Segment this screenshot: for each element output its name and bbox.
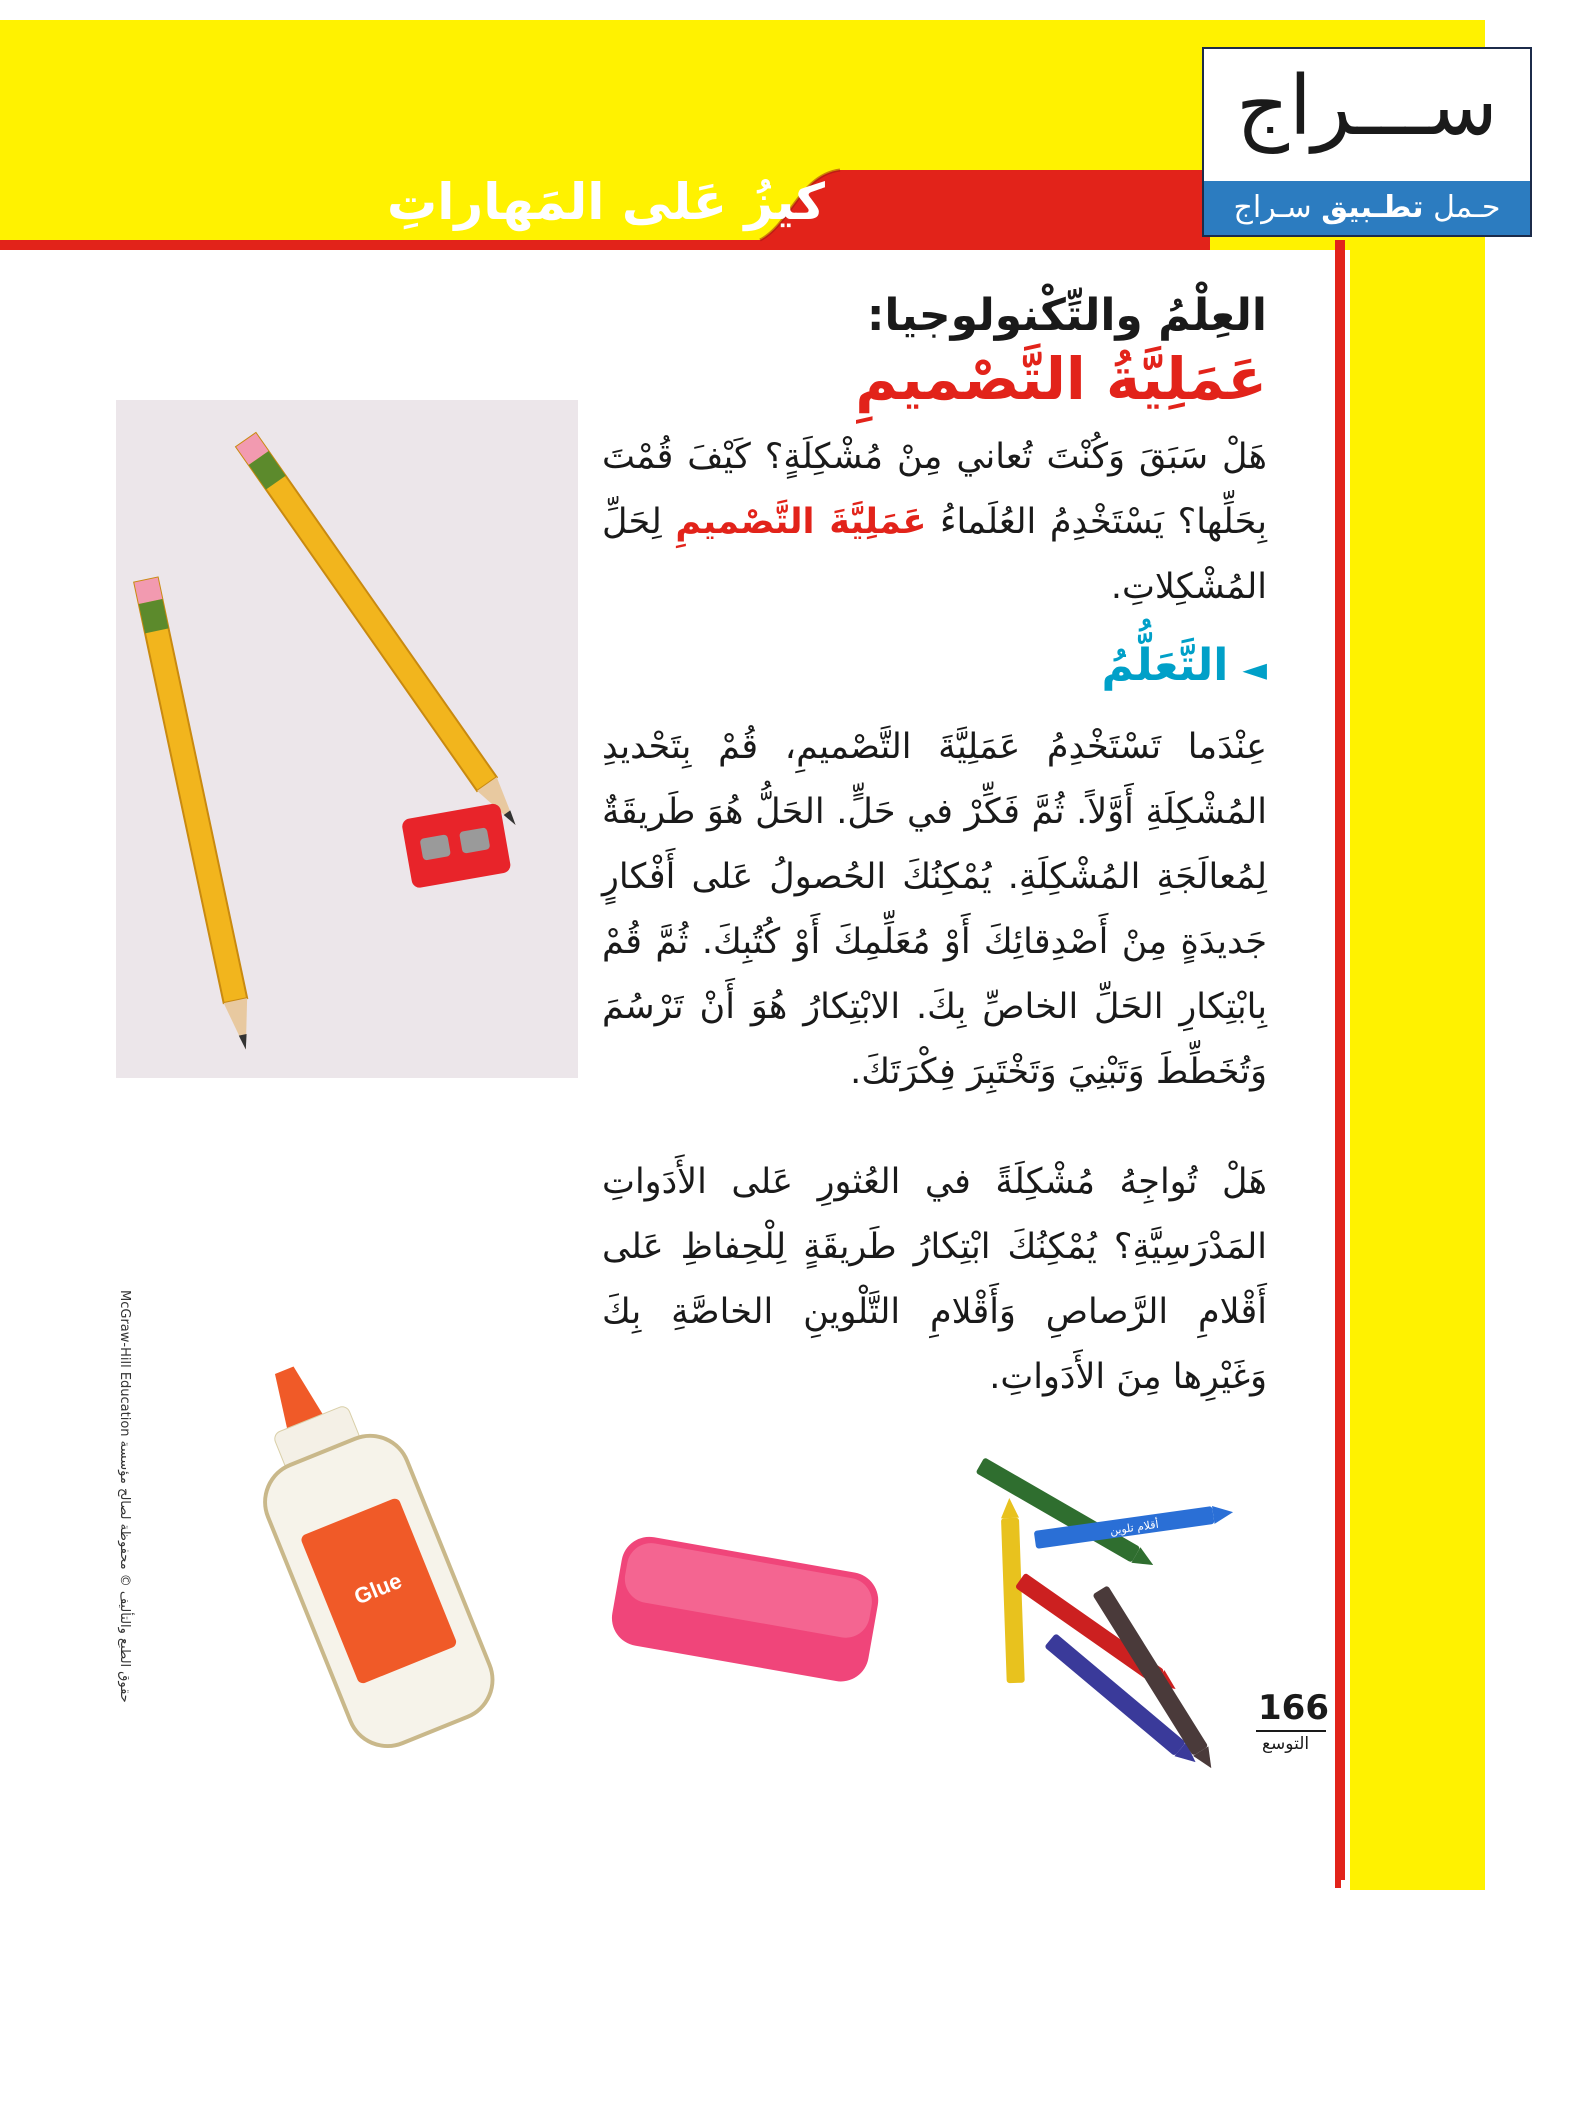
tagline-bold: تطـبيق bbox=[1321, 190, 1424, 225]
skills-banner bbox=[0, 165, 1210, 250]
red-border-end bbox=[1335, 1880, 1341, 1888]
crayon-icon bbox=[1092, 1585, 1219, 1773]
triangle-bullet-icon: ◄ bbox=[1242, 650, 1267, 688]
learn-paragraph: عِنْدَما تَسْتَخْدِمُ عَمَلِيَّةَ التَّصْميمِ، قُمْ بِتَحْديدِ المُشْكِلَةِ أَوَّلاً. ثُمَّ فَكِّرْ في حَلٍّ. الحَلُّ هُوَ طَريقَةٌ لِمُعالَجَةِ المُشْكِلَةِ. يُمْكِنُكَ الحُصولُ عَلى أَفْكارٍ جَديدَةٍ مِنْ أَصْدِقائِكَ أَوْ مُعَلِّمِكَ أَوْ كُتُبِكَ. ثُمَّ قُمْ بِابْتِكارِ الحَلِّ الخاصِّ بِكَ. الابْتِكارُ هُوَ أَنْ تَرْسُمَ وَتُخَطِّطَ وَتَبْنِيَ وَتَخْتَبِرَ فِكْرَتَكَ. bbox=[602, 727, 1267, 1092]
page-number-rule bbox=[1256, 1730, 1326, 1732]
intro-paragraph bbox=[602, 425, 1267, 620]
banner-title: كيزُ عَلى المَهاراتِ bbox=[387, 173, 825, 231]
lesson-subtitle: العِلْمُ والتِّكْنولوجيا: bbox=[866, 290, 1267, 341]
yellow-side-band bbox=[1350, 240, 1485, 1890]
glue-bottle-image bbox=[230, 1330, 570, 1770]
tagline-suffix: سـراج bbox=[1233, 190, 1312, 225]
lesson-title: عَمَلِيَّةُ التَّصْميمِ bbox=[855, 345, 1267, 413]
intro-text-start: هَلْ سَبَقَ وَكُنْتَ تُعاني مِنْ مُشْكِلَةٍ؟ كَيْفَ قُمْتَ بِحَلِّها؟ يَسْتَخْدِمُ العُلَماءُ bbox=[602, 437, 1267, 542]
page-number: 166 bbox=[1258, 1688, 1329, 1728]
crayon-label: أقلام تلوين bbox=[1109, 1517, 1160, 1538]
crayons-image bbox=[960, 1440, 1260, 1810]
siraj-logo[interactable] bbox=[1202, 47, 1532, 237]
question-paragraph: هَلْ تُواجِهُ مُشْكِلَةً في العُثورِ عَلى الأَدَواتِ المَدْرَسِيَّةِ؟ يُمْكِنُكَ ابْتِكارُ طَريقَةٍ لِلْحِفاظِ عَلى أَقْلامِ الرَّصاصِ وَأَقْلامِ التَّلْوينِ الخاصَّةِ بِكَ وَغَيْرِها مِنَ الأَدَواتِ. bbox=[602, 1162, 1267, 1397]
pencils-photo bbox=[116, 400, 578, 1078]
tagline-prefix: حـمل bbox=[1433, 190, 1501, 225]
learn-heading-text: التَّعَلُّمُ bbox=[1101, 640, 1229, 691]
glue-label: Glue bbox=[350, 1567, 406, 1610]
learn-heading bbox=[1102, 640, 1267, 691]
intro-highlight: عَمَلِيَّةَ التَّصْميمِ bbox=[675, 502, 927, 542]
pencils-and-sharpener-image bbox=[116, 400, 578, 1078]
copyright-credit: McGraw-Hill Education حقوق الطبع والتأليف © محفوظة لصالح مؤسسة bbox=[117, 1290, 132, 1703]
eraser-image bbox=[605, 1525, 895, 1695]
intro-text-end: لِحَلِّ المُشْكِلاتِ. bbox=[602, 502, 1267, 607]
logo-tagline bbox=[1204, 181, 1530, 235]
red-border-line bbox=[1335, 240, 1345, 1880]
logo-name: ســـراج bbox=[1236, 59, 1498, 154]
page-section-label: التوسع bbox=[1262, 1734, 1310, 1754]
